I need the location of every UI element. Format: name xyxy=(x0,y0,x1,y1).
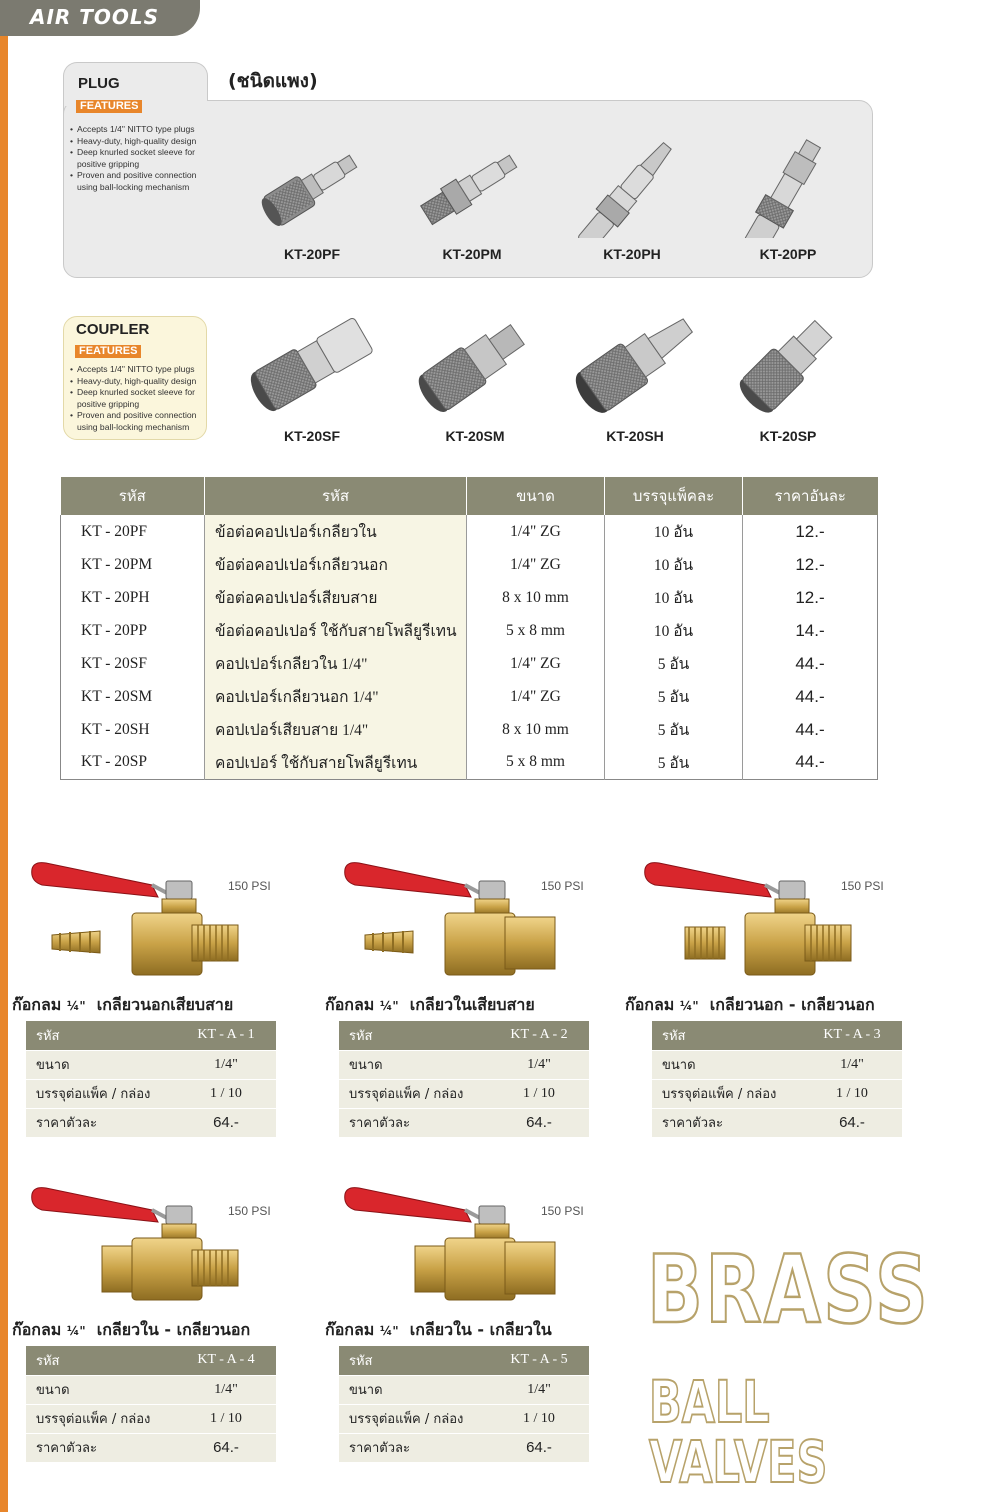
ball-valve-card[interactable] xyxy=(325,1180,625,1470)
spec-value: 1 / 10 xyxy=(176,1404,276,1433)
table-cell: คอปเปอร์ ใช้กับสายโพลียูรีเทน xyxy=(205,746,467,779)
ball-valve-image xyxy=(325,855,625,995)
plug-fitting-image xyxy=(397,128,547,238)
table-cell: ข้อต่อคอปเปอร์ ใช้กับสายโพลียูรีเทน xyxy=(205,614,467,647)
table-cell: ข้อต่อคอปเปอร์เกลียวนอก xyxy=(205,548,467,581)
spec-value: 1/4" xyxy=(489,1375,589,1404)
table-cell: 1/4" ZG xyxy=(467,548,605,581)
spec-key: รหัส xyxy=(26,1021,176,1050)
plug-features-badge: FEATURES xyxy=(76,100,142,113)
table-cell: KT - 20PP xyxy=(61,614,205,647)
product-coupler-sf[interactable] xyxy=(237,298,387,444)
psi-label: 150 PSI xyxy=(541,879,584,893)
table-header-row xyxy=(61,477,878,515)
valve-title-suffix: เกลียวใน - เกลียวใน xyxy=(409,1320,552,1339)
valve-title-prefix: ก๊อกลม xyxy=(325,995,375,1014)
spec-row xyxy=(26,1433,276,1462)
table-cell: 5 อัน xyxy=(605,713,743,746)
table-cell: 8 x 10 mm xyxy=(467,581,605,614)
spec-key: รหัส xyxy=(652,1021,802,1050)
valve-title xyxy=(12,1318,250,1343)
spec-row xyxy=(339,1108,589,1137)
table-cell: 5 อัน xyxy=(605,680,743,713)
valve-spec-table xyxy=(652,1021,902,1138)
spec-value: 64.- xyxy=(489,1433,589,1462)
product-coupler-sm[interactable] xyxy=(400,298,550,444)
table-cell: KT - 20SM xyxy=(61,680,205,713)
feature-item: • Proven and positive connection using ball-locking mechanism xyxy=(70,170,210,193)
ball-valves-title: BALL VALVES xyxy=(649,1368,828,1496)
valve-title xyxy=(625,993,875,1018)
table-cell: KT - 20PH xyxy=(61,581,205,614)
spec-value: 1 / 10 xyxy=(802,1079,902,1108)
feature-item: • Heavy-duty, high-quality design xyxy=(70,136,210,148)
table-cell: 5 x 8 mm xyxy=(467,746,605,779)
valve-spec-table xyxy=(26,1021,276,1138)
plug-fitting-image xyxy=(557,128,707,238)
plug-fitting-image xyxy=(237,128,387,238)
table-cell: ข้อต่อคอปเปอร์เกลียวใน xyxy=(205,515,467,548)
table-cell: 8 x 10 mm xyxy=(467,713,605,746)
brass-title: BRASS xyxy=(647,1236,931,1345)
product-code: KT-20PP xyxy=(759,246,817,262)
product-code: KT-20PF xyxy=(283,246,340,262)
spec-value: KT - A - 4 xyxy=(176,1346,276,1375)
spec-row xyxy=(652,1108,902,1137)
table-cell: 10 อัน xyxy=(605,548,743,581)
spec-row xyxy=(339,1346,589,1375)
spec-row xyxy=(26,1375,276,1404)
column-header: รหัส xyxy=(205,477,467,515)
table-cell: 1/4" ZG xyxy=(467,515,605,548)
coupler-fitting-image xyxy=(560,290,710,420)
product-code: KT-20SH xyxy=(606,428,664,444)
ball-valve-image xyxy=(12,1180,312,1320)
coupler-features-badge: FEATURES xyxy=(75,345,141,358)
spec-value: 1/4" xyxy=(176,1375,276,1404)
section-tab xyxy=(0,0,200,36)
table-cell: 5 x 8 mm xyxy=(467,614,605,647)
spec-row xyxy=(339,1079,589,1108)
spec-key: ขนาด xyxy=(652,1050,802,1079)
spec-value: KT - A - 2 xyxy=(489,1021,589,1050)
table-cell: 5 อัน xyxy=(605,746,743,779)
table-cell: 44.- xyxy=(743,713,878,746)
spec-value: 64.- xyxy=(802,1108,902,1137)
table-cell: คอปเปอร์เกลียวใน 1/4" xyxy=(205,647,467,680)
section-title: AIR TOOLS xyxy=(30,5,160,29)
coupler-features-list xyxy=(70,364,210,433)
spec-value: 64.- xyxy=(176,1108,276,1137)
feature-item: • Proven and positive connection using ball-locking mechanism xyxy=(70,410,210,433)
spec-key: รหัส xyxy=(339,1346,489,1375)
product-code: KT-20PH xyxy=(603,246,661,262)
spec-key: ขนาด xyxy=(339,1050,489,1079)
product-code: KT-20SP xyxy=(759,428,817,444)
spec-key: บรรจุต่อแพ็ค / กล่อง xyxy=(339,1404,489,1433)
table-cell: 1/4" ZG xyxy=(467,647,605,680)
table-cell: คอปเปอร์เสียบสาย 1/4" xyxy=(205,713,467,746)
product-code: KT-20SF xyxy=(283,428,340,444)
spec-key: รหัส xyxy=(339,1021,489,1050)
spec-key: ราคาตัวละ xyxy=(652,1108,802,1137)
table-row xyxy=(61,614,878,647)
psi-label: 150 PSI xyxy=(541,1204,584,1218)
spec-row xyxy=(339,1021,589,1050)
valve-title xyxy=(325,993,535,1018)
ball-valve-card[interactable] xyxy=(625,855,925,1145)
spec-row xyxy=(339,1375,589,1404)
psi-label: 150 PSI xyxy=(841,879,884,893)
column-header: ราคาอันละ xyxy=(743,477,878,515)
spec-row xyxy=(339,1433,589,1462)
valve-title-suffix: เกลียวใน - เกลียวนอก xyxy=(96,1320,251,1339)
valve-size-fraction: ¼" xyxy=(379,999,399,1013)
spec-key: ขนาด xyxy=(26,1050,176,1079)
coupler-fitting-image xyxy=(400,298,550,418)
ball-valve-card[interactable] xyxy=(12,1180,312,1470)
table-cell: 44.- xyxy=(743,746,878,779)
spec-key: ราคาตัวละ xyxy=(26,1433,176,1462)
spec-key: ราคาตัวละ xyxy=(26,1108,176,1137)
column-header: บรรจุแพ็คละ xyxy=(605,477,743,515)
column-header: ขนาด xyxy=(467,477,605,515)
ball-valve-card[interactable] xyxy=(12,855,312,1145)
spec-value: 64.- xyxy=(176,1433,276,1462)
valve-spec-table xyxy=(339,1346,589,1463)
table-row xyxy=(61,581,878,614)
valve-title-prefix: ก๊อกลม xyxy=(325,1320,375,1339)
table-cell: 1/4" ZG xyxy=(467,680,605,713)
table-row xyxy=(61,680,878,713)
psi-label: 150 PSI xyxy=(228,1204,271,1218)
product-coupler-sp[interactable] xyxy=(713,298,863,444)
table-cell: 10 อัน xyxy=(605,614,743,647)
table-cell: KT - 20SF xyxy=(61,647,205,680)
feature-item: • Heavy-duty, high-quality design xyxy=(70,376,210,388)
table-cell: 10 อัน xyxy=(605,515,743,548)
coupler-fitting-image xyxy=(713,298,863,418)
spec-row xyxy=(652,1021,902,1050)
left-accent-stripe xyxy=(0,0,8,1512)
feature-item: • Deep knurled socket sleeve for positive gripping xyxy=(70,387,210,410)
valve-title-prefix: ก๊อกลม xyxy=(12,995,62,1014)
valve-title-suffix: เกลียวนอกเสียบสาย xyxy=(96,995,234,1014)
product-plug-pf[interactable] xyxy=(237,128,387,262)
table-cell: 12.- xyxy=(743,515,878,548)
spec-row xyxy=(26,1346,276,1375)
spec-value: 64.- xyxy=(489,1108,589,1137)
spec-row xyxy=(339,1404,589,1433)
product-coupler-sh[interactable] xyxy=(560,290,710,444)
product-plug-ph[interactable] xyxy=(557,128,707,262)
table-cell: KT - 20SP xyxy=(61,746,205,779)
spec-value: 1/4" xyxy=(802,1050,902,1079)
product-code: KT-20SM xyxy=(445,428,505,444)
valve-size-fraction: ¼" xyxy=(379,1324,399,1338)
valve-spec-table xyxy=(339,1021,589,1138)
spec-key: บรรจุต่อแพ็ค / กล่อง xyxy=(26,1079,176,1108)
table-cell: KT - 20PM xyxy=(61,548,205,581)
spec-value: 1/4" xyxy=(489,1050,589,1079)
spec-key: ราคาตัวละ xyxy=(339,1108,489,1137)
psi-label: 150 PSI xyxy=(228,879,271,893)
spec-value: KT - A - 1 xyxy=(176,1021,276,1050)
table-row xyxy=(61,515,878,548)
spec-row xyxy=(26,1079,276,1108)
plug-features-list xyxy=(70,124,210,193)
spec-row xyxy=(26,1108,276,1137)
feature-item: • Deep knurled socket sleeve for positive gripping xyxy=(70,147,210,170)
feature-item: • Accepts 1/4" NITTO type plugs xyxy=(70,364,210,376)
table-cell: 44.- xyxy=(743,647,878,680)
table-cell: 10 อัน xyxy=(605,581,743,614)
valve-title-suffix: เกลียวนอก - เกลียวนอก xyxy=(709,995,875,1014)
spec-value: 1 / 10 xyxy=(489,1404,589,1433)
coupler-fitting-image xyxy=(237,298,387,418)
spec-row xyxy=(26,1050,276,1079)
table-cell: 12.- xyxy=(743,581,878,614)
table-cell: 12.- xyxy=(743,548,878,581)
plug-fitting-image xyxy=(713,128,863,238)
valve-spec-table xyxy=(26,1346,276,1463)
table-cell: ข้อต่อคอปเปอร์เสียบสาย xyxy=(205,581,467,614)
spec-key: บรรจุต่อแพ็ค / กล่อง xyxy=(26,1404,176,1433)
spec-value: 1 / 10 xyxy=(489,1079,589,1108)
table-cell: KT - 20PF xyxy=(61,515,205,548)
spec-key: ขนาด xyxy=(26,1375,176,1404)
valve-size-fraction: ¼" xyxy=(679,999,699,1013)
coupler-heading: COUPLER xyxy=(76,321,150,338)
table-row xyxy=(61,647,878,680)
table-row xyxy=(61,548,878,581)
spec-row xyxy=(26,1404,276,1433)
spec-row xyxy=(652,1079,902,1108)
spec-value: 1 / 10 xyxy=(176,1079,276,1108)
product-plug-pm[interactable] xyxy=(397,128,547,262)
spec-key: รหัส xyxy=(26,1346,176,1375)
ball-valve-card[interactable] xyxy=(325,855,625,1145)
valve-title-prefix: ก๊อกลม xyxy=(625,995,675,1014)
spec-value: KT - A - 5 xyxy=(489,1346,589,1375)
price-table xyxy=(60,477,878,780)
spec-key: บรรจุต่อแพ็ค / กล่อง xyxy=(339,1079,489,1108)
table-cell: KT - 20SH xyxy=(61,713,205,746)
table-cell: คอปเปอร์เกลียวนอก 1/4" xyxy=(205,680,467,713)
ball-valve-image xyxy=(325,1180,625,1320)
spec-row xyxy=(652,1050,902,1079)
valve-title-suffix: เกลียวในเสียบสาย xyxy=(409,995,535,1014)
valve-title xyxy=(325,1318,552,1343)
plug-heading: PLUG xyxy=(78,75,120,92)
table-cell: 44.- xyxy=(743,680,878,713)
table-row xyxy=(61,713,878,746)
table-cell: 5 อัน xyxy=(605,647,743,680)
column-header: รหัส xyxy=(61,477,205,515)
spec-key: บรรจุต่อแพ็ค / กล่อง xyxy=(652,1079,802,1108)
product-plug-pp[interactable] xyxy=(713,128,863,262)
spec-key: ราคาตัวละ xyxy=(339,1433,489,1462)
valve-title xyxy=(12,993,233,1018)
valve-size-fraction: ¼" xyxy=(66,999,86,1013)
spec-row xyxy=(339,1050,589,1079)
table-cell: 14.- xyxy=(743,614,878,647)
table-row xyxy=(61,746,878,779)
feature-item: • Accepts 1/4" NITTO type plugs xyxy=(70,124,210,136)
valve-size-fraction: ¼" xyxy=(66,1324,86,1338)
spec-value: 1/4" xyxy=(176,1050,276,1079)
product-code: KT-20PM xyxy=(442,246,502,262)
spec-row xyxy=(26,1021,276,1050)
ball-valve-image xyxy=(625,855,925,995)
plug-subtitle: (ชนิดแพง) xyxy=(228,70,318,92)
spec-value: KT - A - 3 xyxy=(802,1021,902,1050)
spec-key: ขนาด xyxy=(339,1375,489,1404)
valve-title-prefix: ก๊อกลม xyxy=(12,1320,62,1339)
ball-valve-image xyxy=(12,855,312,995)
